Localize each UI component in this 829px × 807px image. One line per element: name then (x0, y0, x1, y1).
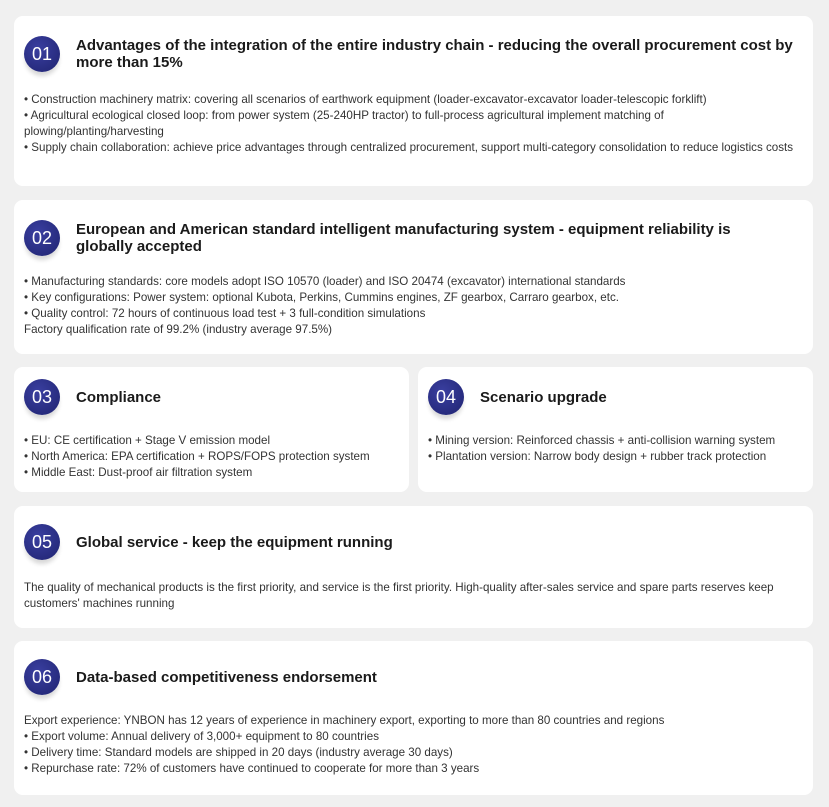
section-card-02 (14, 200, 813, 354)
bullet-line: • Delivery time: Standard models are shipped in 20 days (industry average 30 days) (24, 746, 453, 759)
section-title: European and American standard intelligent manufacturing system - equipment reliability is globally accepted (76, 221, 731, 255)
number-badge: 04 (428, 379, 464, 415)
section-card-03 (14, 367, 409, 492)
bullet-line: • North America: EPA certification + ROPS/FOPS protection system (24, 450, 370, 463)
section-card-04 (418, 367, 813, 492)
bullet-line: • Export volume: Annual delivery of 3,000+ equipment to 80 countries (24, 730, 379, 743)
bullet-line: Factory qualification rate of 99.2% (industry average 97.5%) (24, 323, 333, 336)
body-text: The quality of mechanical products is the first priority, and service is the first priority. High-quality after-sales service and spare parts reserves keep customers' machines running (24, 581, 774, 610)
bullet-line: • Middle East: Dust-proof air filtration system (24, 466, 253, 479)
bullet-line: • Construction machinery matrix: covering all scenarios of earthwork equipment (loader-excavator-excavator loader-telescopic forklift) (24, 93, 707, 106)
bullet-line: • Supply chain collaboration: achieve price advantages through centralized procurement, support multi-category consolidation to reduce logistics costs (24, 141, 794, 154)
bullet-line: • Agricultural ecological closed loop: from power system (25-240HP tractor) to full-process agricultural implement matching of plowing/planting/harvesting (24, 109, 664, 138)
bullet-line: • Manufacturing standards: core models adopt ISO 10570 (loader) and ISO 20474 (excavator) international standards (24, 275, 626, 288)
number-badge: 03 (24, 379, 60, 415)
bullet-line: • EU: CE certification + Stage V emission model (24, 434, 271, 447)
bullet-line: • Key configurations: Power system: optional Kubota, Perkins, Cummins engines, ZF gearbox, Carraro gearbox, etc. (24, 291, 619, 304)
section-title: Scenario upgrade (480, 388, 607, 406)
number-badge: 02 (24, 220, 60, 256)
section-card-06 (14, 641, 813, 795)
number-badge: 01 (24, 36, 60, 72)
bullet-line: • Plantation version: Narrow body design + rubber track protection (428, 450, 767, 463)
number-badge: 06 (24, 659, 60, 695)
section-card-05 (14, 506, 813, 628)
bullet-line: • Repurchase rate: 72% of customers have continued to cooperate for more than 3 years (24, 762, 480, 775)
section-title: Data-based competitiveness endorsement (76, 668, 377, 686)
bullet-line: • Mining version: Reinforced chassis + anti-collision warning system (428, 434, 776, 447)
section-title: Advantages of the integration of the entire industry chain - reducing the overall procurement cost by more than 15% (76, 37, 793, 71)
bullet-line: Export experience: YNBON has 12 years of experience in machinery export, exporting to more than 80 countries and regions (24, 714, 665, 727)
section-title: Global service - keep the equipment running (76, 533, 393, 551)
number-badge: 05 (24, 524, 60, 560)
section-card-01 (14, 16, 813, 186)
section-title: Compliance (76, 388, 162, 406)
bullet-line: • Quality control: 72 hours of continuous load test + 3 full-condition simulations (24, 307, 426, 320)
